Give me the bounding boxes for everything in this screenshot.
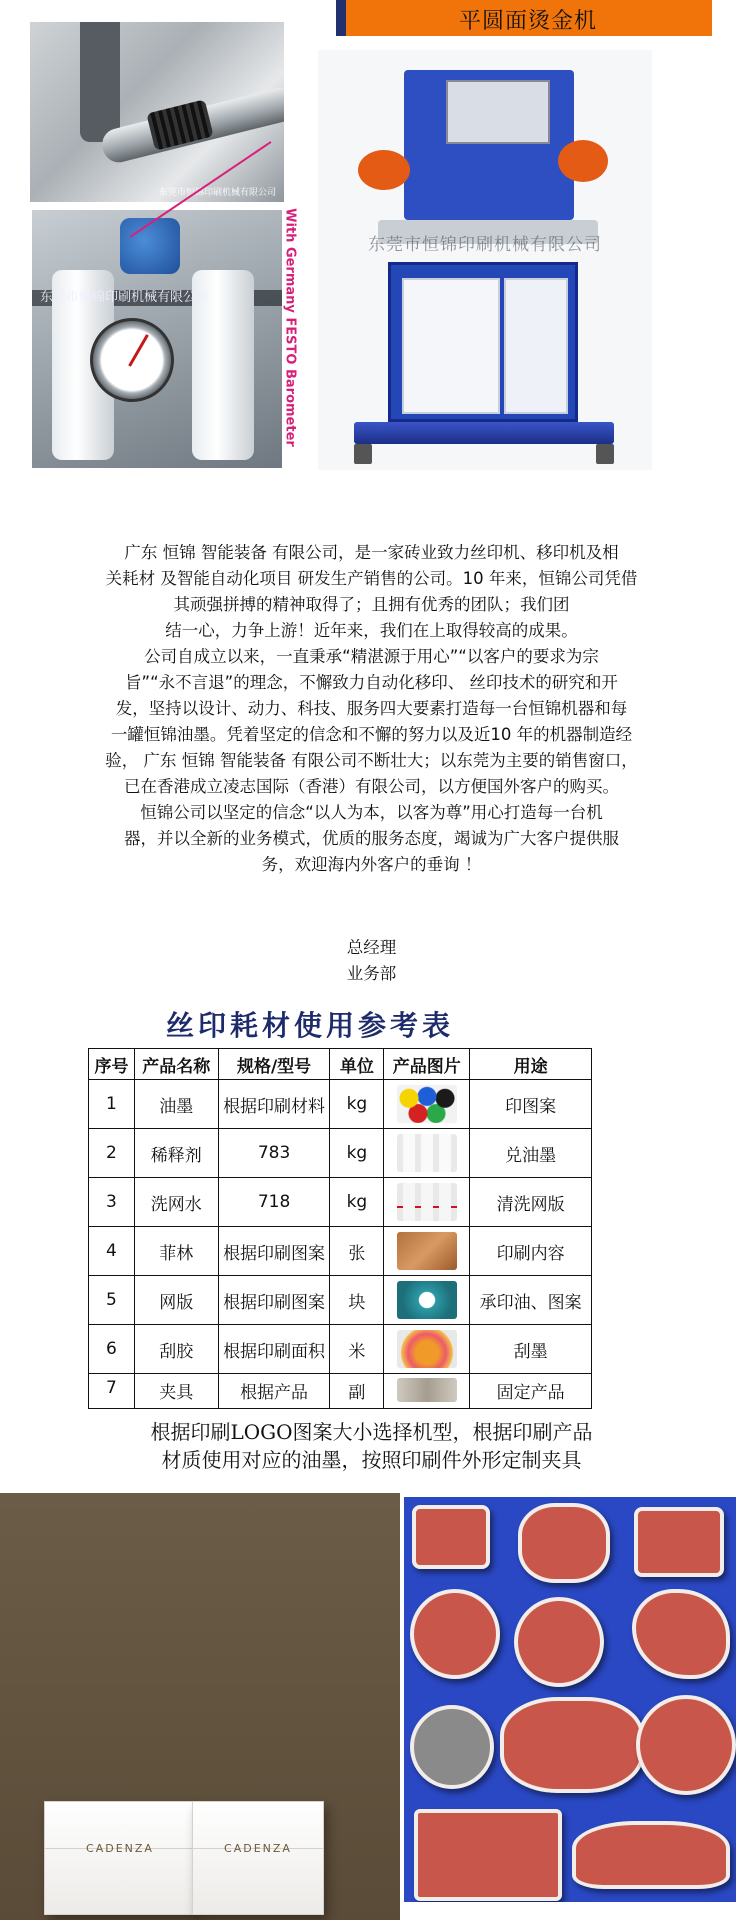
film-image: [397, 1232, 457, 1270]
intro-line: 一罐恒锦油墨。凭着坚定的信念和不懈的努力以及近10 年的机器制造经: [110, 725, 633, 744]
banner-title: 平圆面烫金机: [459, 9, 598, 34]
cell-no: 6: [89, 1325, 135, 1374]
cell-use: 印刷内容: [470, 1227, 592, 1276]
cell-no: 4: [89, 1227, 135, 1276]
gift-box-right: [192, 1801, 324, 1915]
cell-image: [384, 1227, 470, 1276]
table-row: [89, 1080, 592, 1129]
silicone-pads-photo: [404, 1497, 736, 1902]
cell-use: 承印油、图案: [470, 1276, 592, 1325]
operator-leg: [80, 22, 120, 142]
cable-detail-photo: [30, 22, 284, 202]
screen-plate-image: [397, 1281, 457, 1319]
cell-spec: 根据印刷材料: [218, 1080, 330, 1129]
silicone-pad: [414, 1809, 562, 1901]
machine-photo-watermark: 东莞市恒锦印刷机械有限公司: [368, 235, 602, 255]
table-header-row: [89, 1049, 592, 1080]
cell-unit: 块: [330, 1276, 384, 1325]
silicone-pad: [500, 1697, 644, 1793]
cell-spec: 根据印刷图案: [218, 1227, 330, 1276]
cell-image: [384, 1374, 470, 1409]
fixture-image: [397, 1378, 457, 1402]
silicone-pad: [412, 1505, 490, 1569]
cell-image: [384, 1129, 470, 1178]
table-row: [89, 1178, 592, 1227]
barometer-photo-watermark: 东莞市恒锦印刷机械有限公司: [40, 290, 210, 305]
intro-line: 广东 恒锦 智能装备 有限公司，是一家砖业致力丝印机、移印机及相: [124, 543, 619, 562]
cell-name: 夹具: [134, 1374, 218, 1409]
festo-label: With Germany FESTO Barometer: [282, 208, 298, 447]
intro-line: 已在香港成立凌志国际（香港）有限公司，以方便国外客户的购买。: [124, 777, 619, 796]
cell-name: 油墨: [134, 1080, 218, 1129]
intro-line: 器，并以全新的业务模式，优质的服务态度，竭诚为广大客户提供服: [124, 829, 619, 848]
cell-spec: 根据印刷图案: [218, 1276, 330, 1325]
barometer-photo: [32, 210, 282, 468]
company-intro: [44, 540, 699, 878]
table-title: 丝印耗材使用参考表: [165, 1009, 454, 1042]
cell-unit: kg: [330, 1080, 384, 1129]
festo-label-area: [280, 208, 300, 452]
intro-line: 发，坚持以设计、动力、科技、服务四大要素打造每一台恒锦机器和每: [115, 699, 628, 718]
cell-spec: 根据产品: [218, 1374, 330, 1409]
intro-line: 结一心，力争上游！近年来，我们在上取得较高的成果。: [165, 621, 578, 640]
cell-name: 刮胶: [134, 1325, 218, 1374]
usage-note-line-2: 材质使用对应的油墨，按照印刷件外形定制夹具: [161, 1448, 582, 1472]
cabinet-door: [402, 278, 500, 414]
signoff-department: 业务部: [346, 964, 397, 983]
cell-image: [384, 1325, 470, 1374]
gift-box-brand: CADENZA: [86, 1842, 154, 1855]
cell-no: 5: [89, 1276, 135, 1325]
cell-use: 兑油墨: [470, 1129, 592, 1178]
cabinet-door-right: [504, 278, 568, 414]
silicone-pad: [634, 1507, 724, 1577]
cell-name: 洗网水: [134, 1178, 218, 1227]
gift-boxes-photo: [0, 1493, 400, 1920]
wash-bottles-image: [397, 1183, 457, 1221]
signoff: [0, 935, 743, 987]
gift-box-brand: CADENZA: [224, 1842, 292, 1855]
header-no: 序号: [89, 1049, 135, 1080]
silicone-pad: [514, 1597, 604, 1687]
machine-base: [354, 422, 614, 444]
header-use: 用途: [470, 1049, 592, 1080]
hot-stamping-machine-photo: [318, 50, 652, 470]
usage-note-line-1: 根据印刷LOGO图案大小选择机型，根据印刷产品: [150, 1420, 593, 1444]
cylinder-ring: [146, 99, 213, 150]
cable-photo-caption: 东莞市恒锦印刷机械有限公司: [158, 188, 276, 198]
gift-box-left: [44, 1801, 196, 1915]
foil-wheel-left: [358, 150, 410, 190]
cell-no: 7: [89, 1374, 135, 1409]
table-row: [89, 1227, 592, 1276]
control-panel: [446, 80, 550, 144]
machine-foot-right: [596, 444, 614, 464]
table-row: [89, 1129, 592, 1178]
table-row: [89, 1276, 592, 1325]
cell-spec: 718: [218, 1178, 330, 1227]
consumables-table: [88, 1048, 592, 1409]
cell-no: 3: [89, 1178, 135, 1227]
cell-unit: 张: [330, 1227, 384, 1276]
usage-note: [0, 1418, 743, 1474]
cell-use: 清洗网版: [470, 1178, 592, 1227]
cell-no: 2: [89, 1129, 135, 1178]
intro-line: 公司自成立以来，一直秉承“精湛源于用心”“以客户的要求为宗: [144, 647, 599, 666]
thinner-bottles-image: [397, 1134, 457, 1172]
regulator-knob: [120, 218, 180, 274]
cell-name: 网版: [134, 1276, 218, 1325]
cell-spec: 根据印刷面积: [218, 1325, 330, 1374]
header-name: 产品名称: [134, 1049, 218, 1080]
cell-no: 1: [89, 1080, 135, 1129]
cell-use: 刮墨: [470, 1325, 592, 1374]
cell-spec: 783: [218, 1129, 330, 1178]
cell-image: [384, 1276, 470, 1325]
cell-use: 印图案: [470, 1080, 592, 1129]
intro-line: 旨”“永不言退”的理念，不懈致力自动化移印、 丝印技术的研究和开: [125, 673, 618, 692]
intro-line: 务，欢迎海内外客户的垂询 ！: [261, 855, 482, 874]
signoff-manager: 总经理: [346, 938, 397, 957]
cell-use: 固定产品: [470, 1374, 592, 1409]
intro-line: 验， 广东 恒锦 智能装备 有限公司不断壮大；以东莞为主要的销售窗口，: [105, 751, 638, 770]
table-row: [89, 1374, 592, 1409]
silicone-pad: [572, 1821, 730, 1889]
silicone-pad: [410, 1705, 494, 1789]
ink-cans-image: [397, 1085, 457, 1123]
cell-image: [384, 1178, 470, 1227]
cell-unit: kg: [330, 1129, 384, 1178]
silicone-pad: [410, 1589, 500, 1679]
title-banner: [336, 0, 712, 36]
silicone-pad: [518, 1503, 610, 1583]
squeegee-image: [397, 1330, 457, 1368]
cell-unit: 副: [330, 1374, 384, 1409]
cell-unit: 米: [330, 1325, 384, 1374]
table-row: [89, 1325, 592, 1374]
machine-foot-left: [354, 444, 372, 464]
cell-name: 菲林: [134, 1227, 218, 1276]
intro-line: 关耗材 及智能自动化项目 研发生产销售的公司。10 年来，恒锦公司凭借: [105, 569, 638, 588]
foil-wheel-right: [558, 140, 608, 182]
cell-unit: kg: [330, 1178, 384, 1227]
silicone-pad: [636, 1695, 736, 1795]
header-spec: 规格/型号: [218, 1049, 330, 1080]
cell-name: 稀释剂: [134, 1129, 218, 1178]
intro-line: 其顽强拼搏的精神取得了；且拥有优秀的团队；我们团: [173, 595, 570, 614]
header-image: 产品图片: [384, 1049, 470, 1080]
intro-line: 恒锦公司以坚定的信念“以人为本，以客为尊”用心打造每一台机: [140, 803, 603, 822]
silicone-pad: [632, 1589, 730, 1679]
cell-image: [384, 1080, 470, 1129]
header-unit: 单位: [330, 1049, 384, 1080]
